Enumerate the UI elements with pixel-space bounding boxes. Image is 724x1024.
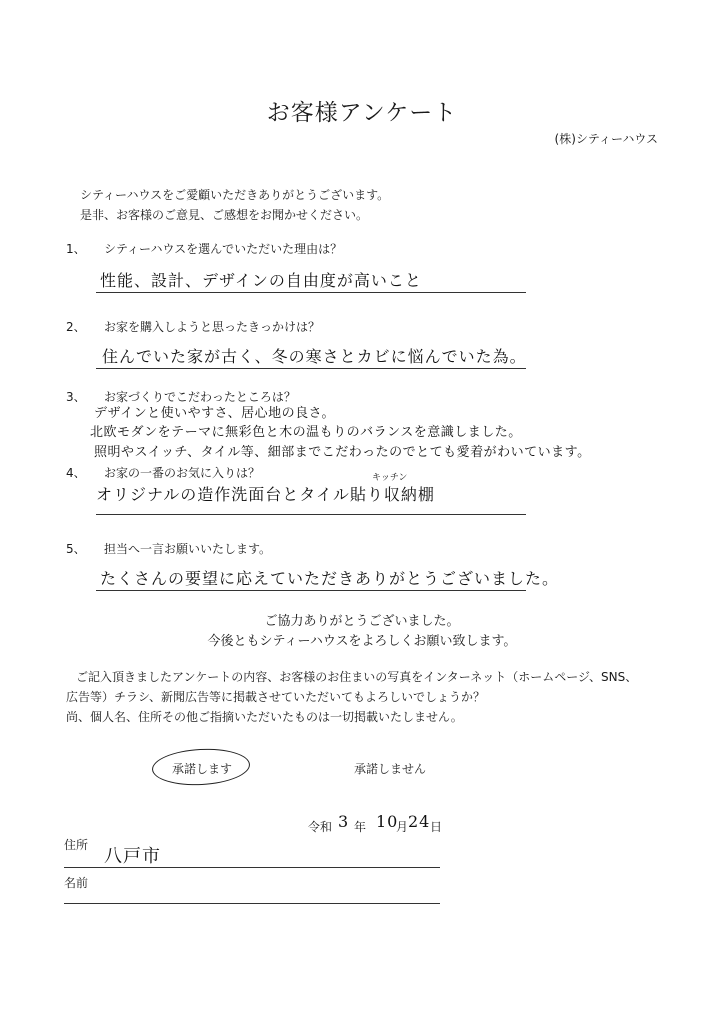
date-year: 3 [338, 812, 350, 831]
name-label: 名前 [64, 876, 89, 890]
address-value[interactable]: 八戸市 [104, 846, 161, 867]
answer-2-rule [96, 368, 526, 369]
consent-line-2: 広告等）チラシ、新聞広告等に掲載させていただいてもよろしいでしょうか？ [66, 690, 486, 704]
name-field-line [64, 903, 440, 904]
answer-3-line-1: デザインと使いやすさ、居心地の良さ。 [94, 406, 336, 421]
question-2-number: 2、 [66, 320, 86, 334]
answer-4-rule [96, 514, 526, 515]
answer-1: 性能、設計、デザインの自由度が高いこと [100, 271, 422, 290]
question-5-number: 5、 [66, 542, 86, 556]
answer-1-rule [96, 292, 526, 293]
question-4-number: 4、 [66, 466, 86, 480]
answer-5-rule [96, 590, 526, 591]
page-title: お客様アンケート [266, 100, 458, 126]
disagree-option[interactable]: 承諾しません [354, 762, 427, 776]
question-3-text: お家づくりでこだわったところは？ [104, 390, 296, 404]
answer-4-ruby: キッチン [372, 473, 408, 483]
question-2-text: お家を購入しようと思ったきっかけは？ [104, 320, 321, 334]
answer-4: オリジナルの造作洗面台とタイル貼り収納棚 [96, 485, 435, 504]
question-3-number: 3、 [66, 390, 86, 404]
question-5-text: 担当へ一言お願いいたします。 [104, 542, 272, 556]
intro-line-1: シティーハウスをご愛顧いただきありがとうございます。 [80, 188, 390, 202]
answer-3-line-2: 北欧モダンをテーマに無彩色と木の温もりのバランスを意識しました。 [90, 425, 522, 440]
consent-line-3: 尚、個人名、住所その他ご指摘いただいたものは一切掲載いたしません。 [66, 710, 463, 724]
answer-5: たくさんの要望に応えていただきありがとうございました。 [100, 569, 560, 588]
date-month-unit: 月 [396, 820, 409, 834]
question-1-text: シティーハウスを選んでいただいた理由は？ [104, 242, 343, 256]
company-name: (株)シティーハウス [554, 132, 658, 146]
question-1-number: 1、 [66, 242, 86, 256]
date-day-unit: 日 [430, 820, 443, 834]
closing-line-1: ご協力ありがとうございました。 [264, 614, 460, 629]
answer-3-line-3: 照明やスイッチ、タイル等、細部までこだわったのでとても愛着がわいています。 [94, 445, 591, 460]
address-field-line [64, 867, 440, 868]
date-year-unit: 年 [354, 820, 367, 834]
date-day: 24 [408, 812, 431, 831]
intro-line-2: 是非、お客様のご意見、ご感想をお聞かせください。 [80, 208, 369, 222]
question-4-text: お家の一番のお気に入りは？ [104, 466, 261, 480]
consent-line-1: ご記入頂きましたアンケートの内容、お客様のお住まいの写真をインターネット（ホームページ、SNS、 [76, 670, 638, 684]
date-era: 令和 [308, 820, 333, 834]
answer-2: 住んでいた家が古く、冬の寒さとカビに悩んでいた為。 [102, 347, 527, 366]
date-month: 10 [376, 812, 399, 831]
agree-option[interactable]: 承諾します [172, 762, 233, 776]
address-label: 住所 [64, 838, 89, 852]
closing-line-2: 今後ともシティーハウスをよろしくお願い致します。 [207, 634, 517, 649]
